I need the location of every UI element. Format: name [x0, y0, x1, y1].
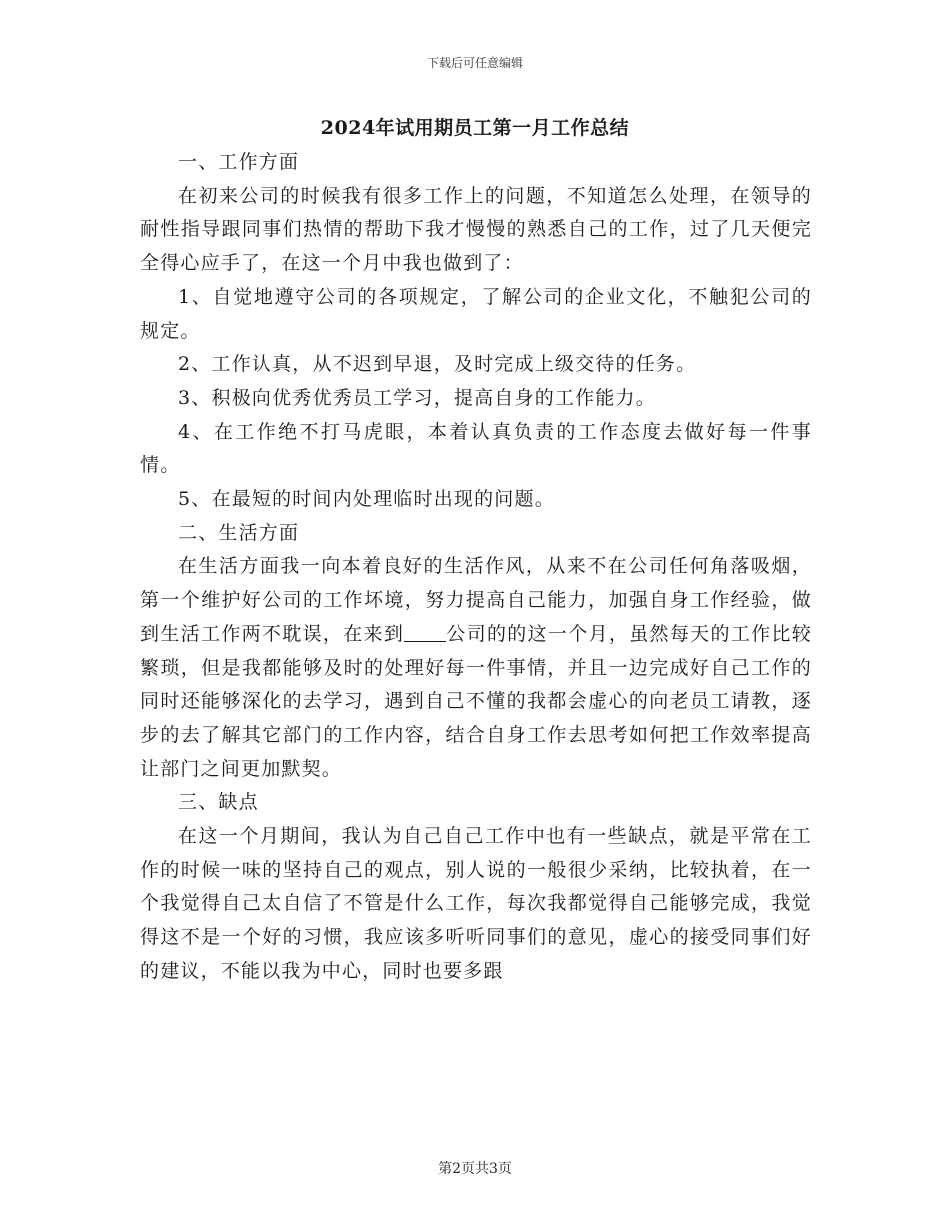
paragraph-shortcomings: 在这一个月期间，我认为自己自己工作中也有一些缺点，就是平常在工作的时候一味的坚持自己的观点，别人说的一般很少采纳，比较执着，在一个我觉得自己太自信了不管是什么工作，每次我都觉得自己能够完成，我觉得这不是一个好的习惯，我应该多听听同事们的意见，虚心的接受同事们好的建议，不能以我为中心，同时也要多跟	[140, 825, 812, 982]
life-text-before-blank: 在生活方面我一向本着良好的生活作风，从来不在公司任何角落吸烟，第一个维护好公司的工作坏境，努力提高自己能力，加强自身工作经验，做到生活工作两不耽误，在来到	[140, 555, 812, 645]
list-item-4: 4、在工作绝不打马虎眼，本着认真负责的工作态度去做好每一件事情。	[140, 420, 812, 477]
document-title: 2024年试用期员工第一月工作总结	[320, 117, 630, 139]
page-footer: 第2页共3页	[438, 1161, 512, 1177]
section-heading-shortcomings: 三、缺点	[178, 791, 259, 814]
list-item-5: 5、在最短的时间内处理临时出现的问题。	[178, 488, 555, 511]
paragraph-work-intro: 在初来公司的时候我有很多工作上的问题，不知道怎么处理，在领导的耐性指导跟同事们热情的帮助下我才慢慢的熟悉自己的工作，过了几天便完全得心应手了，在这一个月中我也做到了：	[140, 184, 812, 275]
list-item-2: 2、工作认真，从不迟到早退，及时完成上级交待的任务。	[178, 353, 697, 376]
section-heading-life: 二、生活方面	[178, 521, 300, 544]
header-note: 下载后可任意编辑	[426, 56, 523, 70]
document-body	[140, 146, 812, 989]
list-item-3: 3、积极向优秀优秀员工学习，提高自身的工作能力。	[178, 386, 656, 409]
fill-in-blank	[404, 623, 446, 642]
section-heading-work: 一、工作方面	[178, 151, 300, 173]
paragraph-life	[140, 550, 812, 786]
life-text-after-blank: 公司的的这一个月，虽然每天的工作比较繁琐，但是我都能够及时的处理好每一件事情，并且一边完成好自己工作的同时还能够深化的去学习，遇到自己不懂的我都会虚心的向老员工请教，逐步的去了解其它部门的工作内容，结合自身工作去思考如何把工作效率提高让部门之间更加默契。	[140, 622, 812, 780]
list-item-1: 1、自觉地遵守公司的各项规定，了解公司的企业文化，不触犯公司的规定。	[140, 285, 812, 342]
